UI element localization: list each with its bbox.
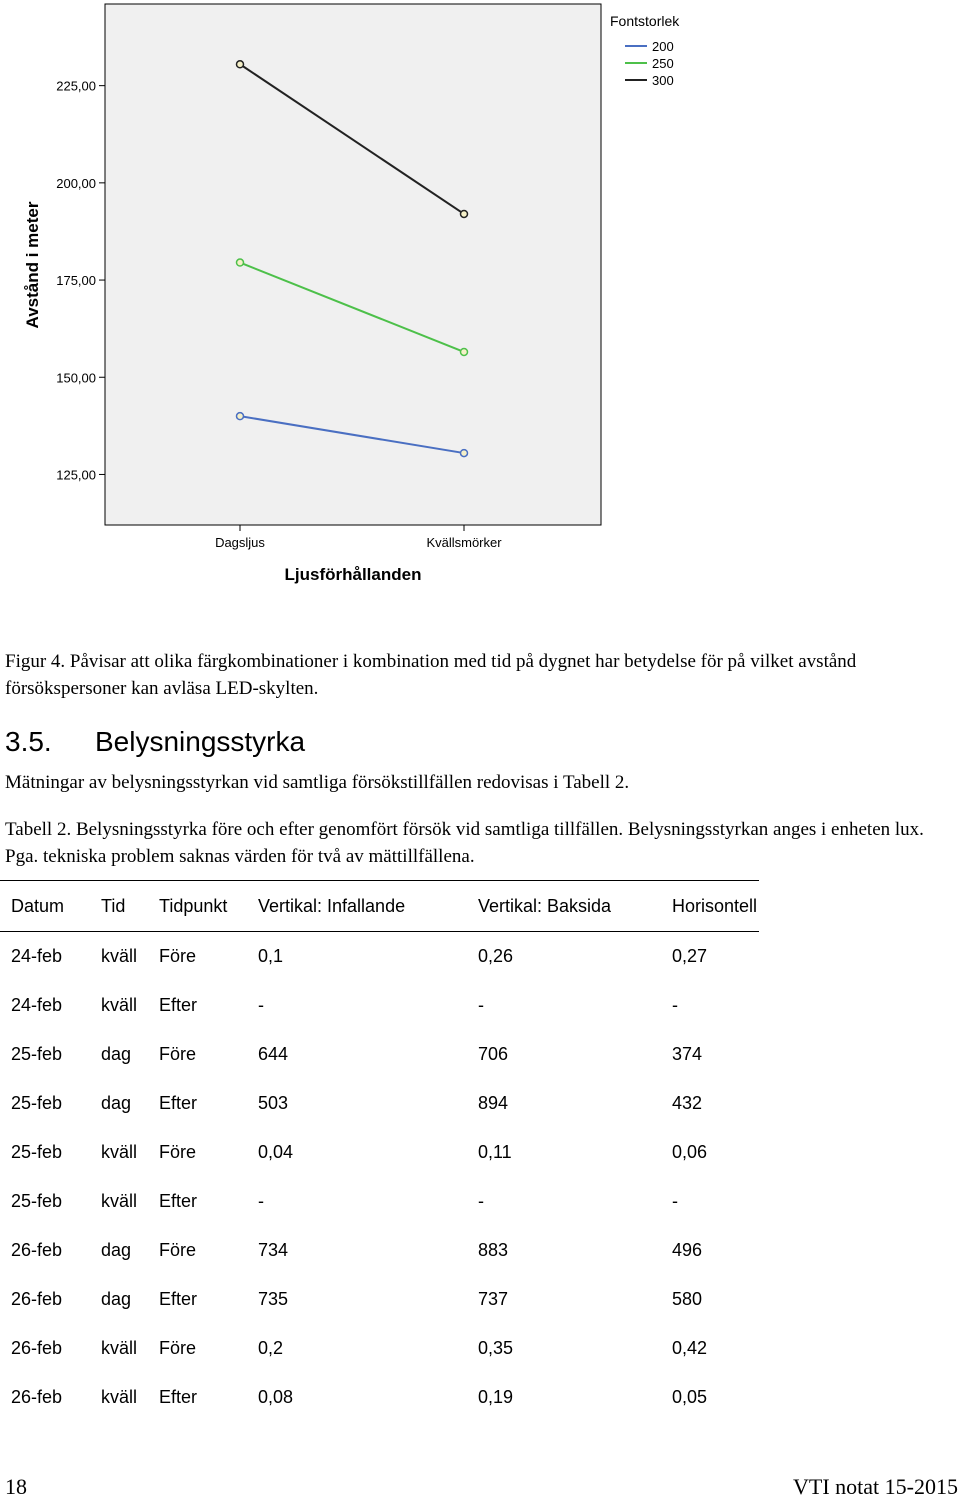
table-cell: Före bbox=[159, 1240, 197, 1260]
table-cell: 503 bbox=[258, 1093, 289, 1113]
table-cell: Efter bbox=[159, 995, 198, 1015]
plot-area bbox=[105, 4, 601, 525]
table-cell: Före bbox=[159, 1044, 197, 1064]
data-point-250 bbox=[237, 259, 244, 266]
table-cell: 25-feb bbox=[11, 1142, 63, 1162]
table-cell: kväll bbox=[101, 946, 138, 966]
table-row bbox=[0, 1275, 759, 1324]
table-caption: Tabell 2. Belysningsstyrka före och efter genomfört försök vid samtliga tillfällen. Belysningsstyrkan anges i enheten lux. Pga. tekniska problem saknas värden för två av mättillfällena. bbox=[5, 819, 924, 867]
table-cell: 26-feb bbox=[11, 1289, 63, 1309]
column-header: Datum bbox=[0, 881, 90, 932]
y-axis-label: Avstånd i meter bbox=[23, 201, 42, 329]
y-tick-label: 150,00 bbox=[56, 370, 96, 386]
table-cell: 496 bbox=[672, 1240, 703, 1260]
table-cell: dag bbox=[101, 1289, 132, 1309]
table-row bbox=[0, 932, 759, 982]
column-header: Vertikal: Baksida bbox=[467, 881, 661, 932]
legend-label-300: 300 bbox=[652, 73, 674, 88]
table-cell: 734 bbox=[258, 1240, 289, 1260]
table-row bbox=[0, 1226, 759, 1275]
data-point-200 bbox=[461, 450, 468, 457]
x-axis-label: Ljusförhållanden bbox=[284, 565, 422, 584]
table-cell: 24-feb bbox=[11, 946, 63, 966]
table-cell: Före bbox=[159, 946, 197, 966]
section-title: Belysningsstyrka bbox=[95, 726, 306, 757]
table-cell: dag bbox=[101, 1240, 132, 1260]
table-row bbox=[0, 981, 759, 1030]
table-cell: 644 bbox=[258, 1044, 289, 1064]
table-cell: 0,05 bbox=[672, 1387, 708, 1407]
column-header: Tid bbox=[90, 881, 148, 932]
x-ticks bbox=[215, 525, 502, 550]
table-cell: Före bbox=[159, 1338, 197, 1358]
section-heading bbox=[5, 726, 305, 758]
table-cell: kväll bbox=[101, 1191, 138, 1211]
x-tick-label: Kvällsmörker bbox=[426, 535, 502, 550]
report-id: VTI notat 15-2015 bbox=[793, 1474, 958, 1499]
table-cell: - bbox=[478, 1191, 484, 1211]
data-point-200 bbox=[237, 413, 244, 420]
column-header: Vertikal: Infallande bbox=[247, 881, 467, 932]
data-point-300 bbox=[461, 210, 468, 217]
table-cell: 0,2 bbox=[258, 1338, 284, 1358]
table-row bbox=[0, 1177, 759, 1226]
table-cell: 432 bbox=[672, 1093, 703, 1113]
table-cell: - bbox=[672, 1191, 678, 1211]
table-cell: kväll bbox=[101, 1338, 138, 1358]
table-cell: 374 bbox=[672, 1044, 703, 1064]
table-row bbox=[0, 1373, 759, 1422]
table-cell: 0,11 bbox=[478, 1142, 512, 1162]
table-cell: 894 bbox=[478, 1093, 509, 1113]
table-cell: 0,06 bbox=[672, 1142, 708, 1162]
legend bbox=[610, 13, 680, 88]
figure-caption: Figur 4. Påvisar att olika färgkombinationer i kombination med tid på dygnet har betydelse för på vilket avstånd försökspersoner kan avläsa LED-skylten. bbox=[5, 651, 857, 699]
table-row bbox=[0, 1324, 759, 1373]
table-cell: 737 bbox=[478, 1289, 509, 1309]
table-cell: 735 bbox=[258, 1289, 289, 1309]
table-cell: dag bbox=[101, 1093, 132, 1113]
body-paragraph: Mätningar av belysningsstyrkan vid samtliga försökstillfällen redovisas i Tabell 2. bbox=[5, 772, 630, 793]
table-cell: 0,27 bbox=[672, 946, 708, 966]
table-cell: kväll bbox=[101, 1142, 138, 1162]
y-tick-label: 125,00 bbox=[56, 467, 96, 483]
table-cell: Efter bbox=[159, 1289, 198, 1309]
table-cell: 26-feb bbox=[11, 1338, 63, 1358]
legend-label-250: 250 bbox=[652, 56, 674, 71]
table-cell: Efter bbox=[159, 1191, 198, 1211]
y-ticks bbox=[56, 79, 105, 483]
column-header: Horisontell bbox=[661, 881, 759, 932]
table-cell: 706 bbox=[478, 1044, 509, 1064]
lux-table bbox=[0, 880, 759, 1422]
table-cell: kväll bbox=[101, 1387, 138, 1407]
table-cell: 0,04 bbox=[258, 1142, 294, 1162]
y-tick-label: 225,00 bbox=[56, 78, 96, 94]
table-header-row bbox=[0, 881, 759, 932]
table-cell: 0,08 bbox=[258, 1387, 294, 1407]
table-cell: dag bbox=[101, 1044, 132, 1064]
table-cell: 25-feb bbox=[11, 1044, 63, 1064]
y-tick-label: 200,00 bbox=[56, 175, 96, 191]
table-cell: - bbox=[258, 1191, 264, 1211]
table-row bbox=[0, 1128, 759, 1177]
legend-label-200: 200 bbox=[652, 39, 674, 54]
table-cell: Efter bbox=[159, 1387, 198, 1407]
page-number: 18 bbox=[5, 1474, 27, 1499]
table-row bbox=[0, 1030, 759, 1079]
table-cell: - bbox=[478, 995, 484, 1015]
table-cell: Efter bbox=[159, 1093, 198, 1113]
table-cell: kväll bbox=[101, 995, 138, 1015]
table-cell: 25-feb bbox=[11, 1093, 63, 1113]
table-cell: 26-feb bbox=[11, 1240, 63, 1260]
data-point-250 bbox=[461, 348, 468, 355]
x-tick-label: Dagsljus bbox=[215, 535, 265, 550]
table-cell: - bbox=[672, 995, 678, 1015]
table-cell: 24-feb bbox=[11, 995, 63, 1015]
data-point-300 bbox=[237, 61, 244, 68]
table-cell: 580 bbox=[672, 1289, 703, 1309]
table-cell: - bbox=[258, 995, 264, 1015]
table-cell: 0,42 bbox=[672, 1338, 708, 1358]
table-cell: 25-feb bbox=[11, 1191, 63, 1211]
table-cell: 0,1 bbox=[258, 946, 284, 966]
table-cell: Före bbox=[159, 1142, 197, 1162]
section-number: 3.5. bbox=[5, 726, 52, 757]
y-tick-label: 175,00 bbox=[56, 273, 96, 289]
table-row bbox=[0, 1079, 759, 1128]
table-cell: 0,26 bbox=[478, 946, 514, 966]
table-cell: 0,19 bbox=[478, 1387, 514, 1407]
table-cell: 0,35 bbox=[478, 1338, 514, 1358]
table-cell: 883 bbox=[478, 1240, 509, 1260]
legend-title: Fontstorlek bbox=[610, 13, 680, 29]
line-chart bbox=[0, 0, 960, 600]
column-header: Tidpunkt bbox=[148, 881, 247, 932]
table-cell: 26-feb bbox=[11, 1387, 63, 1407]
